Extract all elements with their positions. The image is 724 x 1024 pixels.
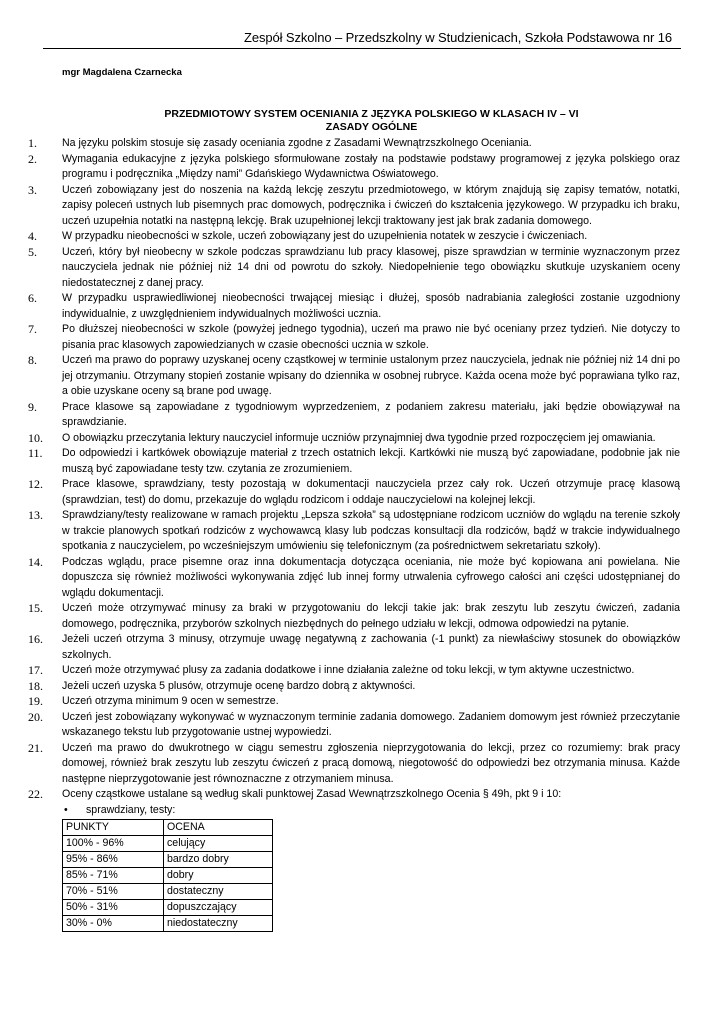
list-item-number: 12.: [28, 477, 43, 491]
list-item-text: Jeżeli uczeń uzyska 5 plusów, otrzymuje ocenę bardzo dobrą z aktywności.: [62, 679, 416, 692]
table-header-row: [63, 819, 273, 835]
author-name: mgr Magdalena Czarnecka: [62, 67, 182, 78]
list-item-number: 21.: [28, 740, 43, 755]
list-item: [28, 353, 680, 400]
list-item-text: Podczas wglądu, prace pisemne oraz inna dokumentacja dotycząca oceniania, nie może być kopiowana ani powielana. Nie dopuszcza się również możliwości wykonywania zdjęć lub innej formy utrwalenia cyfrowego całości ani części udostępnianej do wglądu dokumentacji.: [62, 555, 680, 599]
list-item-text: Uczeń, który był nieobecny w szkole podczas sprawdzianu lub pracy klasowej, pisze sprawdzian w terminie wyznaczonym przez nauczyciela jednak nie później niż 14 dni od powrotu do szkoły. Niedopełnienie tego obowiązku skutkuje uzyskaniem oceny niedostatecznej z danej pracy.: [62, 245, 680, 289]
list-item-number: 22.: [28, 787, 43, 801]
grade-scale-table: [62, 819, 273, 932]
title-line-1: PRZEDMIOTOWY SYSTEM OCENIANIA Z JĘZYKA POLSKIEGO W KLASACH IV – VI: [164, 108, 579, 120]
list-item: [28, 322, 680, 353]
list-item-text: Jeżeli uczeń otrzyma 3 minusy, otrzymuje uwagę negatywną z zachowania (-1 punkt) za niewłaściwy stosunek do obowiązków szkolnych.: [62, 633, 680, 661]
list-item-text: Prace klasowe, sprawdziany, testy pozostają w dokumentacji nauczyciela przez cały rok. Uczeń otrzymuje pracę klasową (sprawdzian, test) do domu, przekazuje do wglądu rodzicom i oddaje nauczycielowi na kolejnej lekcji.: [62, 478, 680, 506]
rules-items: [28, 136, 680, 803]
grade-cell: niedostateczny: [164, 915, 273, 931]
list-item: [28, 663, 680, 679]
list-item-text: Uczeń może otrzymywać plusy za zadania dodatkowe i inne działania zależne od toku lekcji, w tym aktywne uczestnictwo.: [62, 664, 635, 676]
list-item-number: 2.: [28, 151, 37, 166]
table-row: [63, 883, 273, 899]
list-item-number: 10.: [28, 430, 43, 445]
list-item: [28, 555, 680, 602]
list-item-text: Sprawdziany/testy realizowane w ramach projektu „Lepsza szkoła” są udostępniane rodzicom uczniów do wglądu na terenie szkoły w trakcie planowych spotkań rodziców z wychowawcą klasy lub podczas konsultacji dla rodziców, bądź w trakcie indywidualnego spotkania z nauczycielem, po wcześniejszym umówieniu się telefonicznym (za pośrednictwem sekretariatu szkoły).: [62, 509, 680, 552]
list-item: [28, 229, 680, 245]
list-item: [28, 787, 680, 803]
list-item: [28, 679, 680, 695]
page-header: Zespół Szkolno – Przedszkolny w Studzienicach, Szkoła Podstawowa nr 16: [244, 30, 672, 45]
list-item-number: 5.: [28, 244, 37, 259]
list-item-number: 6.: [28, 291, 37, 305]
list-item-text: O obowiązku przeczytania lektury nauczyciel informuje uczniów przynajmniej dwa tygodnie przed rozpoczęciem jej omawiania.: [62, 431, 656, 444]
list-item: [28, 710, 680, 741]
list-item-number: 18.: [28, 678, 43, 693]
list-item-number: 20.: [28, 709, 43, 724]
list-item: [28, 136, 680, 152]
bullet-item: [62, 803, 680, 818]
table-row: [63, 899, 273, 915]
list-item-number: 3.: [28, 182, 37, 197]
list-item-text: Uczeń otrzyma minimum 9 ocen w semestrze.: [62, 695, 279, 707]
title-line-2: ZASADY OGÓLNE: [325, 121, 418, 133]
header-cell-grade: OCENA: [164, 819, 273, 835]
list-item-number: 7.: [28, 322, 37, 336]
list-item-text: W przypadku nieobecności w szkole, uczeń zobowiązany jest do uzupełnienia notatek w zeszycie i ćwiczeniach.: [62, 230, 588, 242]
bullet-text: sprawdziany, testy:: [86, 803, 176, 816]
table-row: [63, 867, 273, 883]
list-item: [28, 446, 680, 477]
list-item-number: 15.: [28, 601, 43, 615]
list-item-text: Uczeń ma prawo do poprawy uzyskanej oceny cząstkowej w terminie ustalonym przez nauczyciela, jednak nie później niż 14 dni po jej otrzymaniu. Otrzymany stopień zostanie wpisany do dziennika w osobnej rubryce. Każda ocena może być poprawiana tylko raz, a obie uzyskane oceny są brane pod uwagę.: [62, 354, 680, 397]
bullet-symbol: •: [64, 803, 68, 816]
list-item-number: 17.: [28, 663, 43, 677]
list-item-text: Uczeń zobowiązany jest do noszenia na każdą lekcję zeszytu przedmiotowego, w którym znajdują się zapisy tematów, notatki, zapisy poleceń ustnych lub pisemnych prac domowych, podręcznika i ćwiczeń do kształcenia językowego. W przypadku ich braku, uczeń uzupełnia notatki na następną lekcję. Brak uzupełnionej lekcji traktowany jest jak brak zadania domowego.: [62, 183, 680, 227]
points-cell: 50% - 31%: [63, 899, 164, 915]
grade-cell: celujący: [164, 835, 273, 851]
table-row: [63, 835, 273, 851]
list-item-text: Uczeń może otrzymywać minusy za braki w przygotowaniu do lekcji takie jak: brak zeszytu lub zeszytu ćwiczeń, zadania domowego, podręcznika, przyborów szkolnych niezbędnych do pełnego udziału w lekcji, odmowa odpowiedzi na pytanie.: [62, 602, 680, 630]
header-divider: [43, 48, 681, 49]
list-item-text: Po dłuższej nieobecności w szkole (powyżej jednego tygodnia), uczeń ma prawo nie być oceniany przez tydzień. Nie dotyczy to pisania prac klasowych zapowiedzianych w czasie obecności ucznia w szkole.: [62, 323, 680, 351]
list-item-text: Uczeń jest zobowiązany wykonywać w wyznaczonym terminie zadania domowego. Zadaniem domowym jest również przeczytanie wskazanego tekstu lub przygotowanie ustnej wypowiedzi.: [62, 710, 680, 738]
list-item-text: Do odpowiedzi i kartkówek obowiązuje materiał z trzech ostatnich lekcji. Kartkówki nie muszą być zapowiadane, podobnie jak nie muszą być zapowiadane testy tzw. czytania ze zrozumieniem.: [62, 447, 680, 475]
list-item-number: 19.: [28, 694, 43, 708]
list-item: [28, 291, 680, 322]
list-item-number: 8.: [28, 353, 37, 367]
table-row: [63, 851, 273, 867]
list-item-text: W przypadku usprawiedliwionej nieobecności trwającej miesiąc i dłużej, sposób nadrabiania zaległości zostanie uzgodniony indywidualnie, z uwzględnieniem indywidualnych możliwości ucznia.: [62, 292, 680, 320]
list-item-number: 14.: [28, 554, 43, 569]
list-item-number: 1.: [28, 136, 37, 150]
list-item: [28, 400, 680, 431]
list-item-number: 4.: [28, 229, 37, 243]
list-item-text: Oceny cząstkowe ustalane są według skali punktowej Zasad Wewnątrzszkolnego Ocenia § 49h, pkt 9 i 10:: [62, 788, 562, 800]
list-item: [28, 183, 680, 230]
table-row: [63, 915, 273, 931]
list-item: [28, 152, 680, 183]
list-item-number: 16.: [28, 632, 43, 646]
list-item-text: Wymagania edukacyjne z języka polskiego sformułowane zostały na podstawie podstawy programowej z języka polskiego oraz programu i podręcznika „Między nami” Gdańskiego Wydawnictwa Oświatowego.: [62, 152, 680, 180]
list-item-number: 13.: [28, 508, 43, 522]
list-item-number: 11.: [28, 446, 43, 460]
list-item: [28, 245, 680, 292]
list-item: [28, 632, 680, 663]
list-item: [28, 741, 680, 788]
list-item: [28, 508, 680, 555]
grade-cell: dobry: [164, 867, 273, 883]
points-cell: 30% - 0%: [63, 915, 164, 931]
points-cell: 95% - 86%: [63, 851, 164, 867]
list-item-number: 9.: [28, 399, 37, 414]
list-item: [28, 431, 680, 447]
grade-cell: bardzo dobry: [164, 851, 273, 867]
rules-list: [28, 136, 680, 932]
points-cell: 70% - 51%: [63, 883, 164, 899]
points-cell: 100% - 96%: [63, 835, 164, 851]
list-item-text: Na języku polskim stosuje się zasady oceniania zgodne z Zasadami Wewnątrzszkolnego Oceniania.: [62, 137, 532, 149]
list-item-text: Prace klasowe są zapowiadane z tygodniowym wyprzedzeniem, z podaniem zakresu materiału, jaki będzie obowiązywał na sprawdzianie.: [62, 400, 680, 428]
grade-cell: dopuszczający: [164, 899, 273, 915]
points-cell: 85% - 71%: [63, 867, 164, 883]
header-cell-points: PUNKTY: [63, 819, 164, 835]
list-item: [28, 601, 680, 632]
list-item: [28, 477, 680, 508]
list-item-text: Uczeń ma prawo do dwukrotnego w ciągu semestru zgłoszenia nieprzygotowania do lekcji, przez co rozumiemy: brak pracy domowej, również brak zeszytu lub zeszytu ćwiczeń z pracą domową, niegotowość do odpowiedzi bez otrzymania minusa. Każde następne nieprzygotowanie jest równoznaczne z otrzymaniem minusa.: [62, 741, 680, 785]
document-title: [62, 108, 681, 134]
grade-cell: dostateczny: [164, 883, 273, 899]
list-item: [28, 694, 680, 710]
